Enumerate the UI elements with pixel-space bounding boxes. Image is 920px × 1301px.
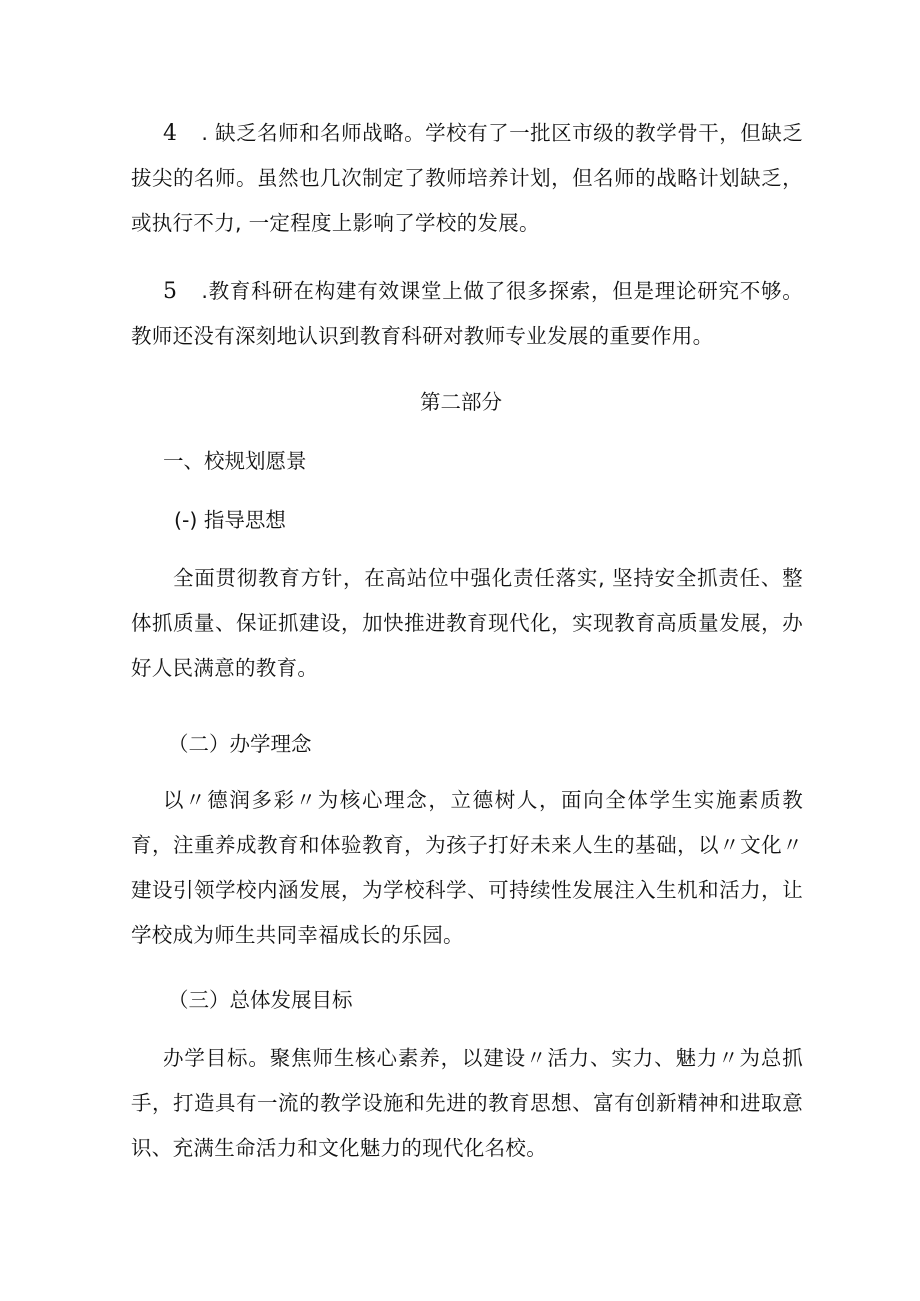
paragraph-school-philosophy: 以〃德润多彩〃为核心理念，立德树人，面向全体学生实施素质教育，注重养成教育和体验教育，为孩子打好未来人生的基础，以〃文化〃建设引领学校内涵发展，为学校科学、可持续性发展注入生机和活力，让学校成为师生共同幸福成长的乐园。: [131, 788, 803, 947]
item-number-5: 5: [163, 279, 178, 304]
part-title: 第二部分: [420, 390, 502, 414]
paragraph-item-5: [131, 269, 803, 359]
item-4-text-rest: 尖的名师。虽然也几次制定了教师培养计划，但名师的战略计划缺乏，或执行不力, 一定程度上影响了学校的发展。: [131, 166, 803, 235]
item-4-text-first: . 缺乏名师和名师战略。学校有了一批区市级的教学骨干，但缺乏拔: [131, 121, 803, 190]
section-heading-vision: 一、校规划愿景: [163, 449, 307, 473]
item-number-4: 4: [163, 121, 178, 146]
subsection-heading-philosophy: （二）办学理念: [168, 732, 312, 756]
subsection-heading-guiding: (-) 指导思想: [174, 508, 286, 532]
paragraph-guiding-thought: 全面贯彻教育方针，在高站位中强化责任落实, 坚持安全抓责任、整体抓质量、保证抓建设，加快推进教育现代化，实现教育高质量发展，办好人民满意的教育。: [131, 566, 803, 680]
paragraph-development-goals: 办学目标。聚焦师生核心素养，以建设〃活力、实力、魅力〃为总抓手，打造具有一流的教学设施和先进的教育思想、富有创新精神和进取意识、充满生命活力和文化魅力的现代化名校。: [131, 1046, 803, 1160]
paragraph-item-4: [131, 111, 803, 246]
item-5-text-first: .教育科研在构建有效课堂上做了很多探索，但是理论研究不够。教: [131, 279, 803, 348]
item-5-text-rest: 师还没有深刻地认识到教育科研对教师专业发展的重要作用。: [151, 324, 714, 348]
subsection-heading-goals: （三）总体发展目标: [168, 988, 353, 1012]
